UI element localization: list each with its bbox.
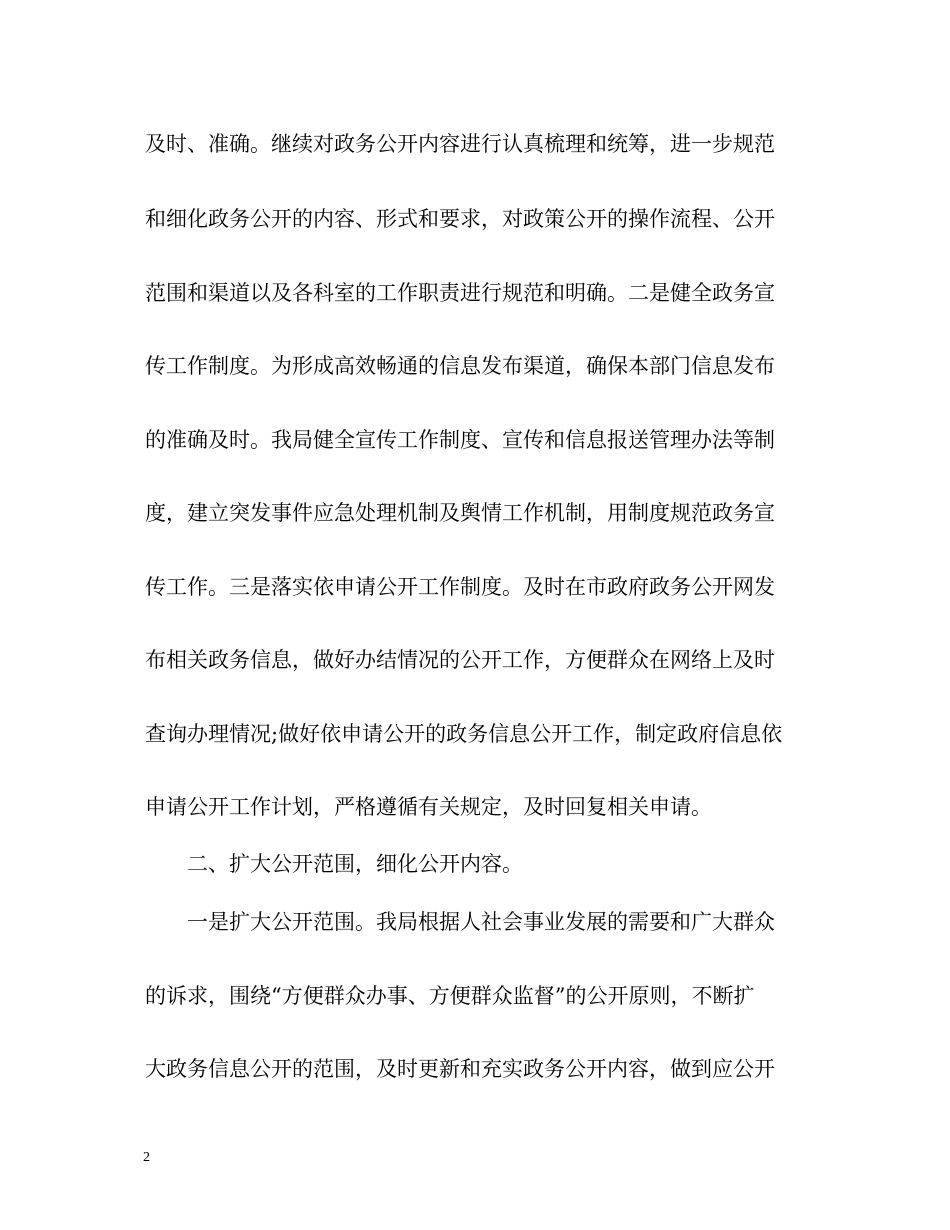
body-text-line-13: 的诉求，围绕“方便群众办事、方便群众监督”的公开原则，不断扩 [145,984,755,1008]
body-text-line-10: 申请公开工作计划，严格遵循有关规定，及时回复相关申请。 [145,795,712,819]
body-text-line-7: 传工作。三是落实依申请公开工作制度。及时在市政府政务公开网发 [145,575,775,599]
body-text-line-6: 度，建立突发事件应急处理机制及舆情工作机制，用制度规范政务宣 [145,501,775,525]
body-text-line-3: 范围和渠道以及各科室的工作职责进行规范和明确。二是健全政务宣 [145,281,775,305]
body-text-line-2: 和细化政务公开的内容、形式和要求，对政策公开的操作流程、公开 [145,207,775,231]
body-text-line-4: 传工作制度。为形成高效畅通的信息发布渠道，确保本部门信息发布 [145,354,775,378]
body-text-line-8: 布相关政务信息，做好办结情况的公开工作，方便群众在网络上及时 [145,648,775,672]
body-text-line-12: 一是扩大公开范围。我局根据人社会事业发展的需要和广大群众 [187,910,775,934]
section-heading: 二、扩大公开范围，细化公开内容。 [187,852,523,876]
body-text-line-14: 大政务信息公开的范围，及时更新和充实政务公开内容，做到应公开 [145,1057,775,1081]
body-text-line-9: 查询办理情况;做好依申请公开的政务信息公开工作，制定政府信息依 [145,722,783,746]
body-text-line-1: 及时、准确。继续对政务公开内容进行认真梳理和统筹，进一步规范 [145,132,775,156]
body-text-line-5: 的准确及时。我局健全宣传工作制度、宣传和信息报送管理办法等制 [145,428,775,452]
page-number: 2 [143,1150,150,1165]
